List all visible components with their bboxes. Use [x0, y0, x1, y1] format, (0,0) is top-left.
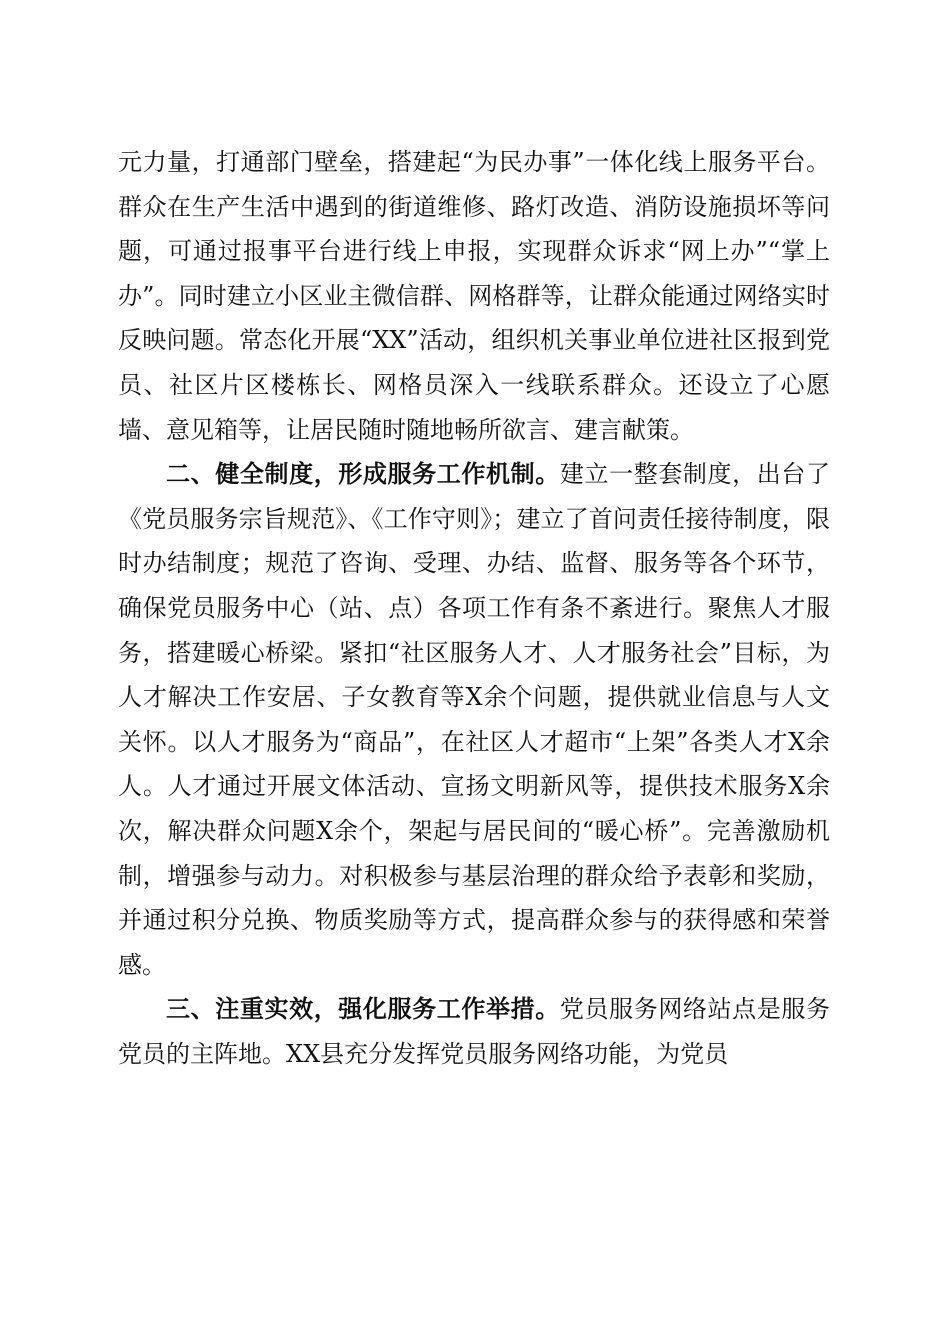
- section-heading: 二、健全制度，形成服务工作机制。: [166, 459, 560, 489]
- paragraph-text: 元力量，打通部门壁垒，搭建起“为民办事”一体化线上服务平台。群众在生产生活中遇到的街道维修、路灯改造、消防设施损坏等问题，可通过报事平台进行线上申报，实现群众诉求“网上办”“掌上办”。同时建立小区业主微信群、网格群等，让群众能通过网络实时反映问题。常态化开展“XX”活动，组织机关事业单位进社区报到党员、社区片区楼栋长、网格员深入一线联系群众。还设立了心愿墙、意见箱等，让居民随时随地畅所欲言、建言献策。: [118, 148, 830, 444]
- section-heading: 三、注重实效，强化服务工作举措。: [166, 994, 560, 1024]
- paragraph-text: 建立一整套制度，出台了《党员服务宗旨规范》、《工作守则》；建立了首问责任接待制度，限时办结制度；规范了咨询、受理、办结、监督、服务等各个环节，确保党员服务中心（站、点）各项工作有条不紊进行。聚焦人才服务，搭建暖心桥梁。紧扣“社区服务人才、人才服务社会”目标，为人才解决工作安居、子女教育等X余个问题，提供就业信息与人文关怀。以人才服务为“商品”，在社区人才超市“上架”各类人才X余人。人才通过开展文体活动、宣扬文明新风等，提供技术服务X余次，解决群众问题X余个，架起与居民间的“暖心桥”。完善激励机制，增强参与动力。对积极参与基层治理的群众给予表彰和奖励，并通过积分兑换、物质奖励等方式，提高群众参与的获得感和荣誉感。: [118, 460, 831, 979]
- paragraph-text: 党员服务网络站点是服务党员的主阵地。XX县充分发挥党员服务网络功能，为党员: [118, 995, 831, 1068]
- paragraph-section-two: [118, 452, 830, 987]
- document-body: [118, 140, 830, 1076]
- paragraph-continuation: [118, 140, 830, 452]
- paragraph-section-three: [118, 987, 830, 1076]
